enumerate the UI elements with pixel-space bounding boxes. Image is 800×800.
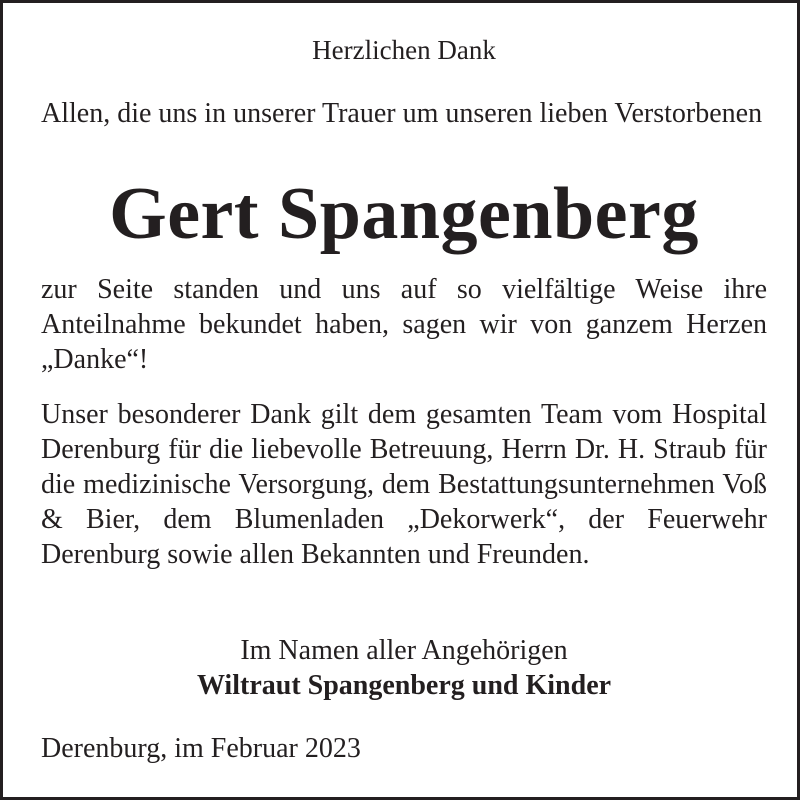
closing-line: Im Namen aller Angehörigen [240,635,568,666]
deceased-name: Gert Spangenberg [109,173,699,255]
place-date: Derenburg, im Februar 2023 [41,733,361,764]
special-thanks-paragraph: Unser besonderer Dank gilt dem gesamten Team vom Hospital Derenburg für die liebevolle Betreuung, Herrn Dr. H. Straub für die medizinische Versorgung, dem Bestattungsunternehmen Voß & Bier, dem Blumenladen „Dekorwerk“, der Feuerwehr Derenburg sowie allen Bekannten und Freunden. [41,399,767,570]
signers: Wiltraut Spangenberg und Kinder [196,670,612,701]
intro-paragraph: Allen, die uns in unserer Trauer um unseren lieben Verstorbenen [41,98,763,129]
closing-block [41,633,767,703]
thanks-paragraph: zur Seite standen und uns auf so vielfältige Weise ihre Anteilnahme bekundet haben, sagen wir von ganzem Herzen „Danke“! [41,274,767,375]
notice-heading: Herzlichen Dank [312,35,496,65]
